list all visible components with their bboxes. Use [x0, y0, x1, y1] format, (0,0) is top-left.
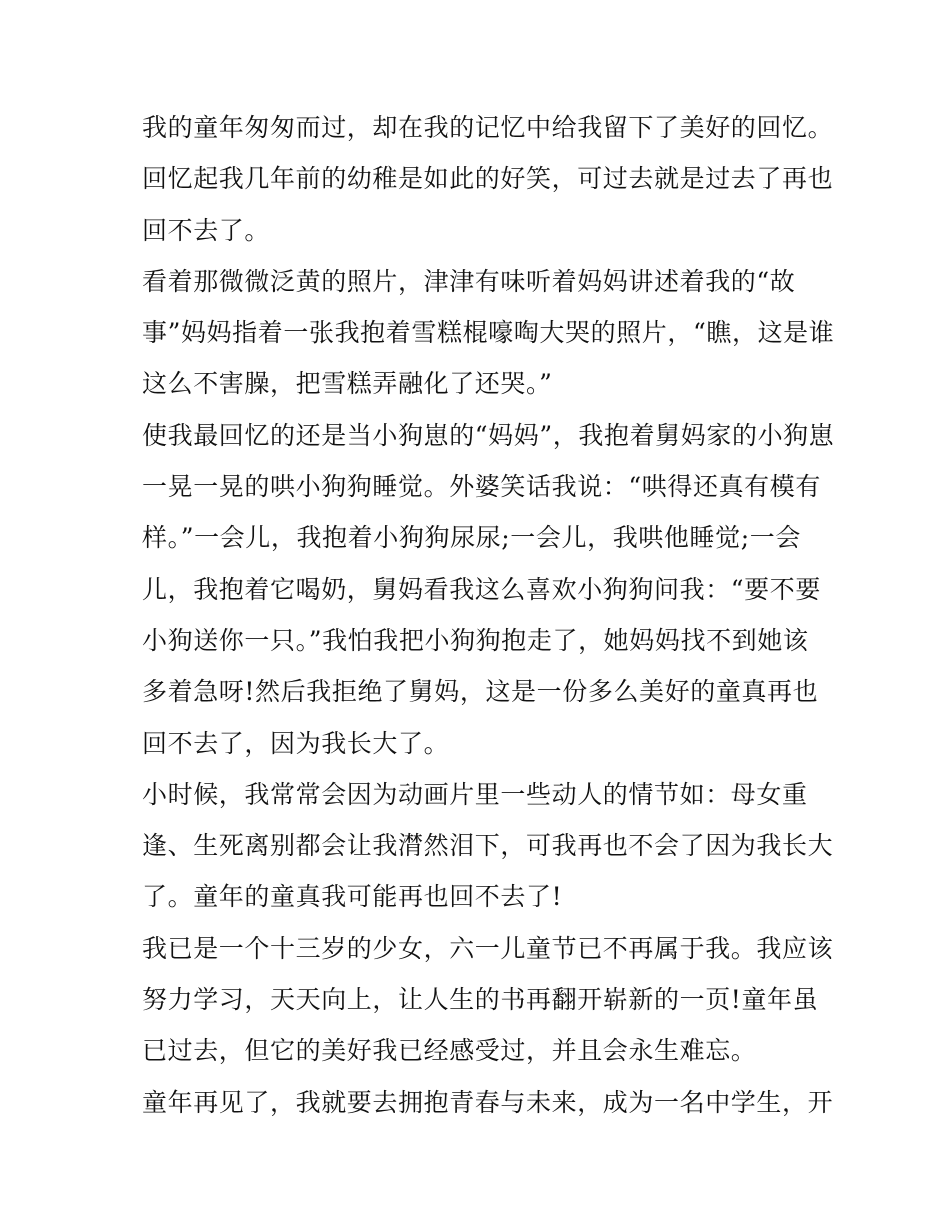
text-line: 样。”一会儿，我抱着小狗狗尿尿;一会儿，我哄他睡觉;一会 — [142, 523, 801, 553]
text-line: 回忆起我几年前的幼稚是如此的好笑，可过去就是过去了再也 — [142, 164, 834, 194]
text-line: 儿，我抱着它喝奶，舅妈看我这么喜欢小狗狗问我：“要不要 — [142, 574, 821, 604]
text-line: 回不去了。 — [142, 215, 271, 245]
text-line: 回不去了，因为我长大了。 — [142, 728, 450, 758]
text-line: 事”妈妈指着一张我抱着雪糕棍嚎啕大哭的照片，“瞧，这是谁 — [142, 318, 835, 348]
text-line: 逢、生死离别都会让我潸然泪下，可我再也不会了因为我长大 — [142, 831, 834, 861]
text-line: 使我最回忆的还是当小狗崽的“妈妈”，我抱着舅妈家的小狗崽 — [142, 420, 835, 450]
text-line: 一晃一晃的哄小狗狗睡觉。外婆笑话我说：“哄得还真有模有 — [142, 472, 821, 502]
text-line: 我的童年匆匆而过，却在我的记忆中给我留下了美好的回忆。 — [142, 113, 834, 142]
text-line: 了。童年的童真我可能再也回不去了! — [142, 882, 563, 912]
text-line: 已过去，但它的美好我已经感受过，并且会永生难忘。 — [142, 1036, 757, 1066]
text-line: 小狗送你一只。”我怕我把小狗狗抱走了，她妈妈找不到她该 — [142, 625, 809, 655]
essay-body — [142, 102, 835, 1128]
text-line: 这么不害臊，把雪糕弄融化了还哭。” — [142, 369, 553, 399]
text-line: 小时候，我常常会因为动画片里一些动人的情节如：母女重 — [142, 779, 808, 809]
text-line: 我已是一个十三岁的少女，六一儿童节已不再属于我。我应该 — [142, 933, 834, 963]
text-line: 看着那微微泛黄的照片，津津有味听着妈妈讲述着我的“故 — [142, 266, 796, 296]
text-line: 多着急呀!然后我拒绝了舅妈，这是一份多么美好的童真再也 — [142, 677, 819, 707]
text-line: 童年再见了，我就要去拥抱青春与未来，成为一名中学生，开 — [142, 1087, 834, 1117]
text-line: 努力学习，天天向上，让人生的书再翻开崭新的一页!童年虽 — [142, 985, 819, 1015]
